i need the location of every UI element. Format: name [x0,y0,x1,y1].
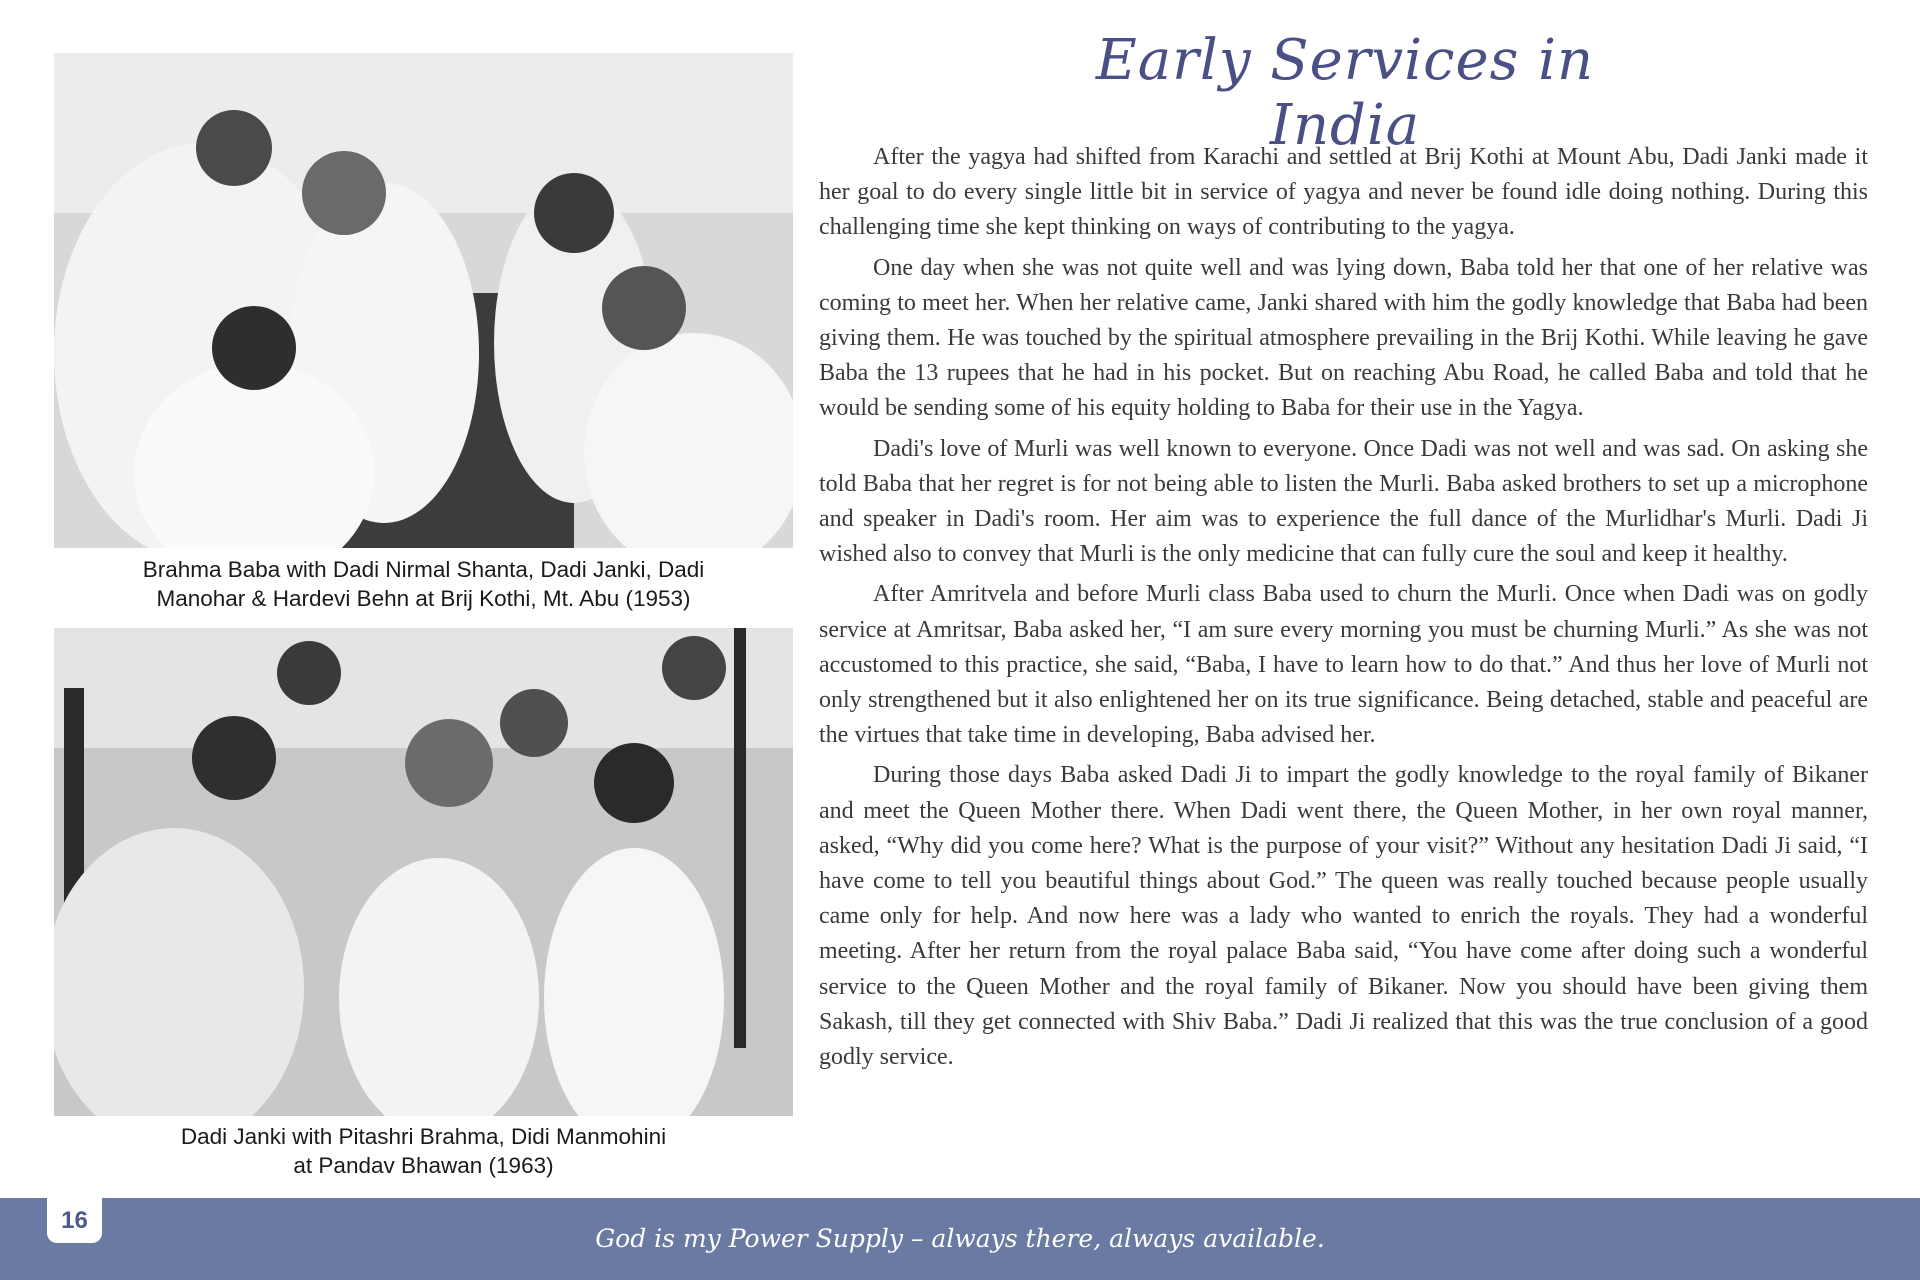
paragraph-4: After Amritvela and before Murli class Baba used to churn the Murli. Once when Dadi was on godly service at Amritsar, Baba asked her, “I am sure every morning you must be churning Murli.” As she was not accustomed to this practice, she said, “Baba, I have to learn how to do that.” And thus her love of Murli not only strengthened but it also enlightened her on its true significance. Being detached, stable and peaceful are the virtues that take time in developing, Baba advised her. [819,581,1868,749]
photo-brij-kothi-1953 [54,53,793,548]
footer-tagline: God is my Power Supply – always there, always available. [595,1223,1325,1253]
page-title: Early Services in India [1095,28,1595,158]
caption-2-line-1: Dadi Janki with Pitashri Brahma, Didi Manmohini [180,1124,667,1149]
article-body [819,140,1868,1080]
caption-1-line-1: Brahma Baba with Dadi Nirmal Shanta, Dadi Janki, Dadi [142,557,705,582]
paragraph-2: One day when she was not quite well and was lying down, Baba told her that one of her relative was coming to meet her. When her relative came, Janki shared with him the godly knowledge that Baba had been giving them. He was touched by the spiritual atmosphere prevailing in the Brij Kothi. While leaving he gave Baba the 13 rupees that he had in his pocket. But on reaching Abu Road, he called Baba and told that he would be sending some of his equity holding to Baba for their use in the Yagya. [819,254,1868,422]
photo-1-figures [54,53,793,548]
caption-1-line-2: Manohar & Hardevi Behn at Brij Kothi, Mt. Abu (1953) [156,585,691,611]
caption-2-line-2: at Pandav Bhawan (1963) [293,1152,554,1178]
paragraph-3: Dadi's love of Murli was well known to everyone. Once Dadi was not well and was sad. On asking she told Baba that her regret is for not being able to listen the Murli. Baba asked brothers to set up a microphone and speaker in Dadi's room. Her aim was to experience the full dance of the Murlidhar's Murli. Dadi Ji wished also to convey that Murli is the only medicine that can fully cure the soul and keep it healthy. [819,435,1868,568]
photo-caption-2 [54,1123,793,1180]
paragraph-1: After the yagya had shifted from Karachi and settled at Brij Kothi at Mount Abu, Dadi Janki made it her goal to do every single little bit in service of yagya and never be found idle doing nothing. During this challenging time she kept thinking on ways of contributing to the yagya. [819,144,1868,241]
photo-2-figures [54,628,793,1116]
photo-pandav-bhawan-1963 [54,628,793,1116]
paragraph-5: During those days Baba asked Dadi Ji to impart the godly knowledge to the royal family of Bikaner and meet the Queen Mother there. When Dadi went there, the Queen Mother, in her own royal manner, asked, “Why did you come here? What is the purpose of your visit?” Without any hesitation Dadi Ji said, “I have come to tell you beautiful things about God.” The queen was really touched because people usually came only for help. And now here was a lady who wanted to enrich the royals. They had a wonderful meeting. After her return from the royal palace Baba said, “You have come after doing such a wonderful service to the Queen Mother and the royal family of Bikaner. Now you should have been giving them Sakash, till they get connected with Shiv Baba.” Dadi Ji realized that this was the true conclusion of a good godly service. [819,762,1868,1071]
page-number: 16 [47,1198,102,1243]
photo-caption-1 [54,556,793,613]
